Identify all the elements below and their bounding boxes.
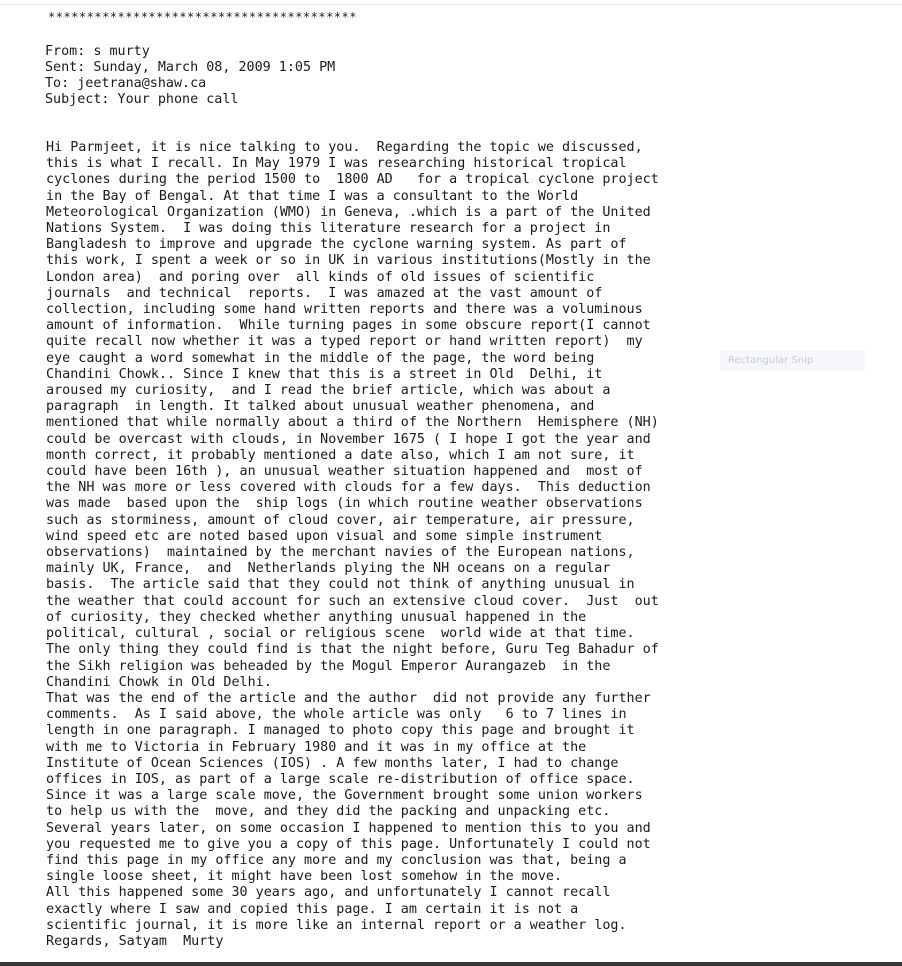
sent-line: Sent: Sunday, March 08, 2009 1:05 PM [45,60,336,75]
body-line: Meteorological Organization (WMO) in Geneva, .which is a part of the United [38,204,651,220]
snip-overlay-label: Rectangular Snip [720,351,865,371]
body-line: Institute of Ocean Sciences (IOS) . A few months later, I had to change [38,755,619,771]
body-line: the weather that could account for such an extensive cloud cover. Just out [38,593,659,609]
body-line: amount of information. While turning pages in some obscure report(I cannot [38,318,651,334]
body-line: the Sikh religion was beheaded by the Mogul Emperor Aurangazeb in the [38,658,611,674]
separator-line: **************************************** [48,10,357,24]
email-body [38,140,743,950]
body-line: Bangladesh to improve and upgrade the cyclone warning system. As part of [38,237,627,253]
body-line: Regards, Satyam Murty [38,933,224,949]
body-line: was made based upon the ship logs (in which routine weather observations [38,496,643,512]
body-line: collection, including some hand written reports and there was a voluminous [38,302,643,318]
body-line: length in one paragraph. I managed to photo copy this page and brought it [38,723,635,739]
body-line: basis. The article said that they could not think of anything unusual in [38,577,635,593]
body-line: wind speed etc are noted based upon visual and some simple instrument [38,528,603,544]
body-line: comments. As I said above, the whole article was only 6 to 7 lines in [38,707,627,723]
body-line: to help us with the move, and they did the packing and unpacking etc. [38,804,611,820]
body-line: political, cultural , social or religious scene world wide at that time. [38,626,635,642]
body-line: such as storminess, amount of cloud cover, air temperature, air pressure, [38,512,635,528]
body-line: That was the end of the article and the author did not provide any further [38,690,651,706]
body-line: The only thing they could find is that the night before, Guru Teg Bahadur of [38,642,659,658]
body-line: with me to Victoria in February 1980 and it was in my office at the [38,739,587,755]
body-line: this work, I spent a week or so in UK in various institutions(Mostly in the [38,253,651,269]
body-line: Hi Parmjeet, it is nice talking to you. Regarding the topic we discussed, [38,140,643,155]
body-line: aroused my curiosity, and I read the brief article, which was about a [38,383,611,399]
subject-line: Subject: Your phone call [45,92,239,107]
body-line: journals and technical reports. I was amazed at the vast amount of [38,285,603,301]
body-line: single loose sheet, it might have been lost somehow in the move. [38,869,563,885]
body-line: paragraph in length. It talked about unusual weather phenomena, and [38,399,595,415]
email-header [45,44,335,108]
to-line: To: jeetrana@shaw.ca [45,76,207,91]
body-line: of curiosity, they checked whether anything unusual happened in the [38,609,587,625]
from-line: From: s murty [45,44,150,59]
bottom-border [0,962,902,966]
body-line: Chandini Chowk in Old Delhi. [38,674,272,690]
body-line: could be overcast with clouds, in November 1675 ( I hope I got the year and [38,431,651,447]
body-line: observations) maintained by the merchant navies of the European nations, [38,545,635,561]
body-line: quite recall now whether it was a typed report or hand written report) my [38,334,643,350]
body-line: cyclones during the period 1500 to 1800 AD for a tropical cyclone project [38,172,659,188]
body-line: month correct, it probably mentioned a date also, which I am not sure, it [38,447,635,463]
body-line: the NH was more or less covered with clouds for a few days. This deduction [38,480,651,496]
body-line: exactly where I saw and copied this page. I am certain it is not a [38,901,579,917]
body-line: this is what I recall. In May 1979 I was researching historical tropical [38,156,627,172]
body-line: scientific journal, it is more like an internal report or a weather log. [38,917,627,933]
body-line: find this page in my office any more and my conclusion was that, being a [38,852,627,868]
body-line: could have been 16th ), an unusual weather situation happened and most of [38,464,643,480]
body-line: mentioned that while normally about a third of the Northern Hemisphere (NH) [38,415,659,431]
body-line: mainly UK, France, and Netherlands plying the NH oceans on a regular [38,561,611,577]
body-line: London area) and poring over all kinds of old issues of scientific [38,269,595,285]
body-line: Chandini Chowk.. Since I knew that this is a street in Old Delhi, it [38,366,603,382]
body-line: in the Bay of Bengal. At that time I was a consultant to the World [38,188,579,204]
body-line: eye caught a word somewhat in the middle of the page, the word being [38,350,595,366]
body-line: All this happened some 30 years ago, and unfortunately I cannot recall [38,885,611,901]
body-line: Several years later, on some occasion I happened to mention this to you and [38,820,651,836]
body-line: you requested me to give you a copy of this page. Unfortunately I could not [38,836,651,852]
body-line: Since it was a large scale move, the Government brought some union workers [38,788,643,804]
top-border [0,4,902,5]
body-line: offices in IOS, as part of a large scale re-distribution of office space. [38,771,635,787]
body-line: Nations System. I was doing this literature research for a project in [38,221,611,237]
